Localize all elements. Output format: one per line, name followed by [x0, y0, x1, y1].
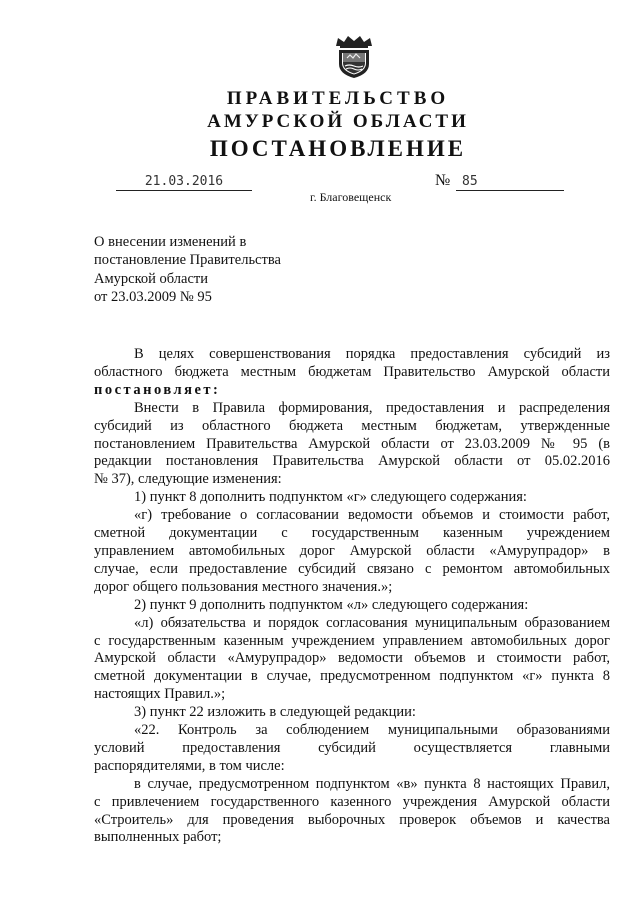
- subject-line: от 23.03.2009 № 95: [94, 288, 212, 305]
- document-number: 85: [456, 174, 564, 191]
- subject-line: О внесении изменений в: [94, 234, 247, 250]
- body-line: Внести в Правила формирования, предоставления и распределения: [134, 399, 610, 416]
- body-line: постановлением Правительства Амурской области от 23.03.2009 № 95 (в: [94, 435, 610, 452]
- body-line: 3) пункт 22 изложить в следующей редакции:: [134, 704, 416, 721]
- coat-of-arms-icon: [330, 32, 378, 80]
- body-line: «г) требование о согласовании ведомости объемов и стоимости работ,: [134, 507, 610, 524]
- body-line: с привлечением государственного казенного учреждения Амурской области: [94, 793, 610, 810]
- body-line: 2) пункт 9 дополнить подпунктом «л» следующего содержания:: [134, 596, 529, 613]
- document-type-title: ПОСТАНОВЛЕНИЕ: [209, 136, 467, 161]
- government-title: ПРАВИТЕЛЬСТВО: [226, 88, 450, 109]
- body-line: управлением автомобильных дорог Амурской области «Амурупрадор» в: [94, 542, 610, 559]
- body-line: «22. Контроль за соблюдением муниципальными образованиями: [134, 722, 610, 739]
- body-line: дорог общего пользования местного значения.»;: [94, 578, 393, 595]
- body-line: случае, если предоставление субсидий связано с ремонтом автомобильных: [94, 560, 610, 577]
- body-line: распорядителями, в том числе:: [94, 757, 285, 774]
- body-line: субсидий из областного бюджета местным бюджетам, утвержденные: [94, 417, 610, 434]
- subject-line: постановление Правительства: [94, 252, 281, 269]
- city-label: г. Благовещенск: [310, 190, 392, 204]
- body-line: условий предоставления субсидий осуществляется главными: [94, 739, 610, 756]
- document-date: 21.03.2016: [116, 174, 252, 191]
- body-line: 1) пункт 8 дополнить подпунктом «г» следующего содержания:: [134, 489, 527, 506]
- body-line: областного бюджета местным бюджетам Правительство Амурской области: [94, 363, 610, 380]
- body-line: «л) обязательства и порядок согласования муниципальным образованием: [134, 614, 610, 631]
- number-sign: №: [435, 172, 451, 189]
- body-line: № 37), следующие изменения:: [94, 471, 282, 488]
- body-line: «Строитель» для проведения выборочных проверок объемов и качества: [94, 811, 610, 828]
- body-line: В целях совершенствования порядка предоставления субсидий из: [134, 346, 610, 362]
- body-line: с государственным казенным учреждением управлением автомобильных дорог: [94, 632, 610, 649]
- body-line: выполненных работ;: [94, 829, 222, 846]
- body-line: Амурской области «Амурупрадор» ведомости объемов и стоимости работ,: [94, 650, 610, 667]
- body-line: настоящих Правил.»;: [94, 686, 226, 703]
- body-line: в случае, предусмотренном подпунктом «в» пункта 8 настоящих Правил,: [134, 775, 610, 792]
- document-subject: [94, 233, 281, 306]
- body-line: сметной документации с государственным казенным учреждением: [94, 525, 610, 542]
- subject-line: Амурской области: [94, 270, 208, 287]
- body-line: сметной документации в случае, предусмотренном подпунктом «г» пункта 8: [94, 668, 610, 685]
- document-body: [94, 346, 610, 847]
- body-line: редакции постановления Правительства Амурской области от 05.02.2016: [94, 453, 610, 470]
- region-title: АМУРСКОЙ ОБЛАСТИ: [207, 111, 469, 132]
- body-line-resolves: постановляет:: [94, 381, 221, 398]
